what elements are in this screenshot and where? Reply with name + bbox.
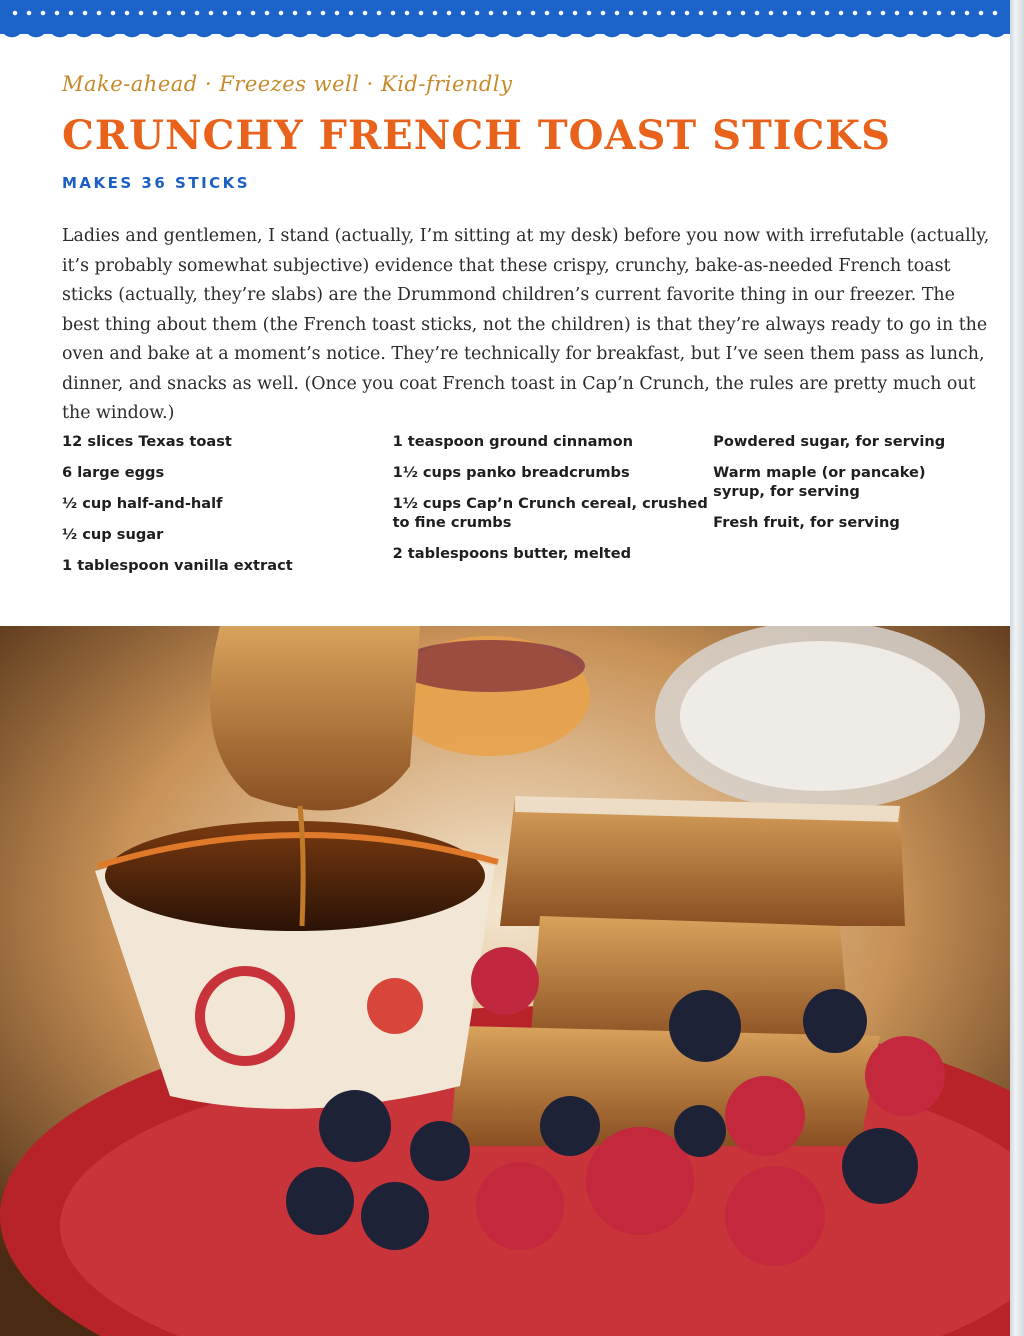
ingredient-item: 1 tablespoon vanilla extract: [62, 557, 293, 574]
sifter-mesh: [680, 641, 960, 791]
raspberry: [725, 1076, 805, 1156]
blueberry: [842, 1128, 918, 1204]
ingredient-item: 6 large eggs: [62, 464, 165, 481]
recipe-intro: Ladies and gentlemen, I stand (actually, I’m sitting at my desk) before you now with irrefutable (actually, it’s probably somewhat subjective) evidence that these crispy, crunchy, bake-as-needed French toast sticks (actually, they’re slabs) are the Drummond children’s current favorite thing in our freezer. The best thing about them (the French toast sticks, not the children) is that they’re always ready to go in the oven and bake at a moment’s notice. They’re technically for breakfast, but I’ve seen them pass as lunch, dinner, and snacks as well. (Once you coat French toast in Cap’n Crunch, the rules are pretty much out the window.): [62, 226, 990, 423]
raspberry: [725, 1166, 825, 1266]
ingredient-item: ½ cup sugar: [62, 526, 164, 543]
ingredient-column-1: [62, 432, 393, 587]
recipe-title: CRUNCHY FRENCH TOAST STICKS: [62, 112, 891, 159]
header-dots: [8, 10, 998, 16]
header-scallops: [0, 26, 1012, 42]
ingredient-column-2: [393, 432, 714, 587]
ingredient-item: 1½ cups panko breadcrumbs: [392, 464, 630, 481]
blueberry: [361, 1182, 429, 1250]
blueberry: [286, 1167, 354, 1235]
ingredient-item: 1 teaspoon ground cinnamon: [392, 433, 634, 450]
ingredient-item: Powdered sugar, for serving: [713, 433, 946, 450]
ingredient-item: 12 slices Texas toast: [62, 433, 232, 450]
blueberry: [410, 1121, 470, 1181]
cup-flower-accent: [367, 978, 423, 1034]
background-berries: [395, 640, 585, 692]
raspberry: [865, 1036, 945, 1116]
recipe-photo: [0, 626, 1012, 1336]
ingredient-item: Warm maple (or pancake) syrup, for serving: [713, 464, 926, 500]
raspberry: [476, 1162, 564, 1250]
ingredient-item: 2 tablespoons butter, melted: [392, 545, 632, 562]
blueberry: [540, 1096, 600, 1156]
ingredient-item: Fresh fruit, for serving: [713, 514, 900, 531]
dipping-toast: [210, 626, 420, 811]
recipe-tagline: Make-ahead · Freezes well · Kid-friendly: [62, 72, 513, 96]
blueberry: [674, 1105, 726, 1157]
ingredient-item: 1½ cups Cap’n Crunch cereal, crushed to fine crumbs: [392, 495, 708, 531]
blueberry: [319, 1090, 391, 1162]
ingredient-column-3: [713, 432, 982, 587]
recipe-yield: MAKES 36 STICKS: [62, 174, 251, 192]
french-toast-illustration: [0, 626, 1012, 1336]
blueberry: [803, 989, 867, 1053]
ingredient-item: ½ cup half-and-half: [62, 495, 223, 512]
ingredient-list: [62, 432, 982, 587]
page-edge: [1010, 0, 1024, 1336]
raspberry: [471, 947, 539, 1015]
blueberry: [669, 990, 741, 1062]
